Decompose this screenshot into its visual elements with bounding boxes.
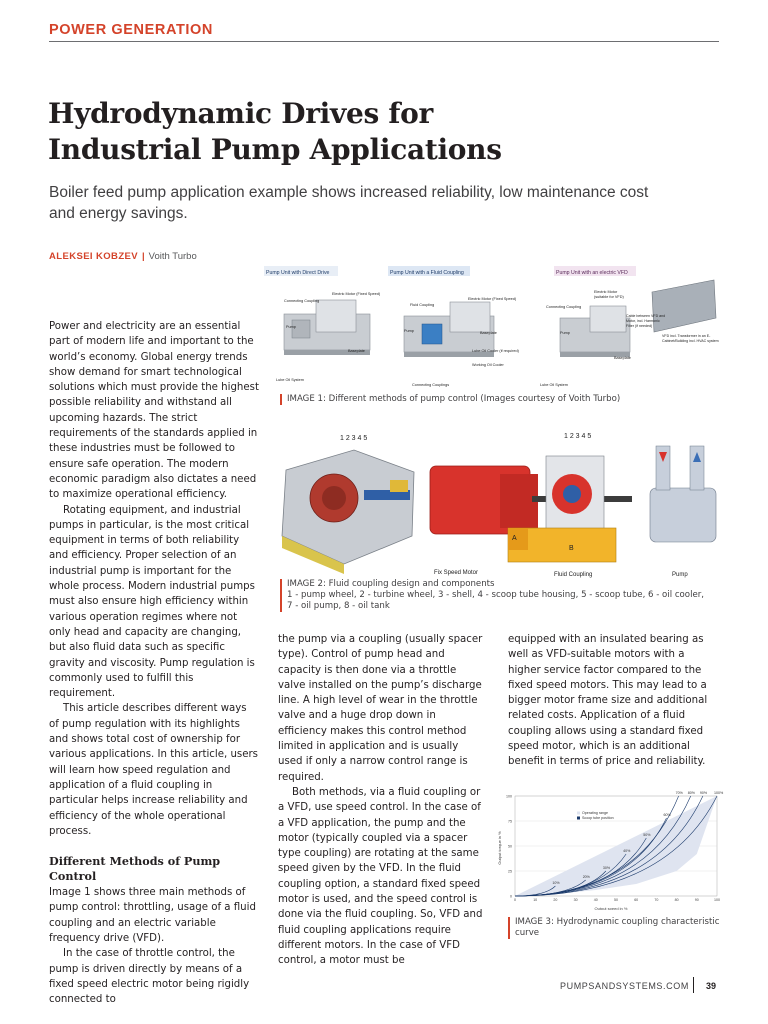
paragraph: Both methods, via a fluid coupling or a VFD, use speed control. In the case of a VFD application, the pump and the motor (typically coupled via a spacer type coupling) are rotating at the same speed given by the VFD. In the fluid coupling option, a standard fixed speed motor is used, and the speed control is done via the fluid coupling. So, VFD and fluid coupling applications require different motors. In the case of VFD control, a motor must be bbox=[278, 786, 483, 967]
curve-label: 50% bbox=[643, 833, 651, 837]
x-tick-label: 20 bbox=[553, 898, 558, 902]
y-axis-label: Output torque in % bbox=[497, 831, 502, 865]
curve-label: 60% bbox=[663, 813, 671, 817]
caption-text: Fluid coupling design and components bbox=[328, 579, 495, 589]
x-axis-label: Output speed in % bbox=[594, 906, 628, 910]
label: Lube Oil System bbox=[276, 378, 304, 382]
label: Motor, incl. Harmonic bbox=[626, 319, 660, 323]
label: Pump bbox=[560, 331, 570, 335]
label-coupling: Fluid Coupling bbox=[554, 572, 593, 578]
motor-3 bbox=[590, 306, 626, 332]
y-tick-label: 50 bbox=[508, 844, 512, 849]
article-subtitle: Boiler feed pump application example shows increased reliability, low maintenance cost and energy savings. bbox=[49, 184, 649, 222]
figure-1-caption bbox=[280, 394, 720, 405]
panel-3-title: Pump Unit with an electric VFD bbox=[556, 270, 628, 276]
label: Baseplate bbox=[614, 356, 631, 360]
page-number: 39 bbox=[706, 981, 717, 991]
curve-label: 100% bbox=[714, 791, 724, 795]
label-pump: Pump bbox=[672, 572, 688, 578]
curve-label: 90% bbox=[699, 791, 708, 795]
footer-divider bbox=[693, 977, 694, 993]
label-a: A bbox=[512, 535, 517, 542]
curve-label: 10% bbox=[552, 881, 560, 885]
x-tick-label: 10 bbox=[533, 898, 538, 902]
coupling-characteristic-chart bbox=[495, 786, 725, 910]
label: Cable between VFD and bbox=[626, 314, 666, 318]
x-tick-label: 100 bbox=[714, 898, 720, 902]
header-rule bbox=[49, 41, 719, 42]
title-line-1: Hydrodynamic Drives for bbox=[48, 97, 433, 130]
caption-label: IMAGE 2: bbox=[287, 579, 326, 589]
paragraph: In the case of throttle control, the pump is driven directly by means of a fixed speed electric motor being rigidly connected to bbox=[49, 948, 250, 1006]
label: Connecting Coupling bbox=[546, 305, 582, 309]
motor-2 bbox=[450, 302, 490, 332]
paragraph: equipped with an insulated bearing as well as VFD-suitable motors with a higher service factor compared to the fixed speed motors. This may lead to a bigger motor frame size and additional related costs. Application of a fluid coupling allows using a standard fixed speed motor, which is an additional benefit in terms of price and reliability. bbox=[508, 634, 708, 768]
caption-text: 1 - pump wheel, 2 - turbine wheel, 3 - shell, 4 - scoop tube housing, 5 - scoop tube, 6 - oil cooler, bbox=[287, 590, 705, 600]
label: Cabinet/Building incl. HVAC system bbox=[662, 339, 719, 343]
author-name: ALEKSEI KOBZEV bbox=[49, 251, 138, 262]
x-tick-label: 70 bbox=[654, 898, 659, 902]
scoop-tube-housing bbox=[390, 480, 408, 492]
figure-fluid-coupling-design bbox=[264, 424, 720, 580]
legend-entry: Operating range bbox=[582, 811, 608, 815]
label-b: B bbox=[569, 545, 574, 552]
curve-label: 70% bbox=[675, 791, 683, 795]
column-2 bbox=[278, 632, 484, 969]
caption-text: Different methods of pump control (Images courtesy of Voith Turbo) bbox=[328, 394, 621, 404]
component-numbers: 1 2 3 4 5 bbox=[564, 433, 592, 440]
label: VFD incl. Transformer in an E- bbox=[662, 334, 711, 338]
label: Pump bbox=[286, 325, 296, 329]
x-tick-label: 80 bbox=[674, 898, 679, 902]
pump-casing bbox=[650, 488, 716, 542]
y-tick-label: 100 bbox=[506, 794, 512, 799]
y-tick-label: 25 bbox=[508, 869, 512, 874]
pump-body-1 bbox=[292, 320, 310, 338]
label: Electric Motor (Fixed Speed) bbox=[468, 297, 517, 301]
figure-2-caption bbox=[280, 579, 720, 612]
label: Filter (if needed) bbox=[626, 324, 653, 328]
title-line-2: Industrial Pump Applications bbox=[48, 133, 502, 166]
label-motor: Fix Speed Motor bbox=[434, 570, 479, 576]
x-tick-label: 90 bbox=[694, 898, 699, 902]
label: Connecting Coupling bbox=[284, 299, 320, 303]
author-organization: Voith Turbo bbox=[148, 251, 197, 262]
byline bbox=[49, 251, 197, 262]
paragraph: Image 1 shows three main methods of pump control: throttling, usage of a fluid coupling and an electric variable frequency drive (VFD). bbox=[49, 887, 256, 944]
article-title bbox=[48, 96, 648, 168]
legend-entry: Scoop tube position bbox=[582, 816, 614, 820]
section-label: POWER GENERATION bbox=[49, 22, 214, 38]
chart-legend bbox=[577, 811, 614, 820]
figure-3-caption bbox=[508, 917, 720, 939]
x-tick-label: 40 bbox=[593, 898, 598, 902]
label: Working Oil Cooler bbox=[472, 363, 504, 367]
figure-pump-control-methods bbox=[264, 262, 720, 392]
caption-label: IMAGE 3: bbox=[515, 917, 554, 927]
paragraph: This article describes different ways of pump regulation with its highlights and shows total cost of ownership for various applications. In this article, users will learn how speed regulation and application of a fluid coupling in particular helps increase reliability and efficiency of the whole operational process. bbox=[49, 703, 258, 837]
turbine-wheel bbox=[322, 486, 346, 510]
panel-2-title: Pump Unit with a Fluid Coupling bbox=[390, 270, 464, 276]
column-3 bbox=[508, 632, 720, 770]
y-tick-label: 0 bbox=[510, 894, 512, 899]
legend-swatch bbox=[577, 817, 580, 820]
label: Connecting Couplings bbox=[412, 383, 450, 387]
label: (suitable for VFD) bbox=[594, 295, 624, 299]
legend-swatch bbox=[577, 812, 580, 815]
label: Lube Oil Cooler (if required) bbox=[472, 349, 519, 353]
coupling-inner bbox=[563, 485, 581, 503]
caption-label: IMAGE 1: bbox=[287, 394, 326, 404]
vfd-cabinet bbox=[652, 280, 716, 332]
curve-label: 40% bbox=[623, 849, 631, 853]
panel-1-title: Pump Unit with Direct Drive bbox=[266, 270, 330, 276]
label: Lube Oil System bbox=[540, 383, 568, 387]
curve-label: 80% bbox=[687, 791, 695, 795]
caption-text: Hydrodynamic coupling characteristic curve bbox=[515, 917, 720, 938]
motor-1 bbox=[316, 300, 356, 332]
x-tick-label: 0 bbox=[514, 898, 516, 902]
x-tick-label: 30 bbox=[573, 898, 578, 902]
section-heading: Different Methods of Pump Control bbox=[49, 854, 221, 884]
label: Electric Motor (Fixed Speed) bbox=[332, 292, 381, 296]
paragraph: the pump via a coupling (usually spacer type). Control of pump head and capacity is then done via a throttle valve installed on the pump’s discharge line. A high level of wear in the throttle valve and a huge drop down in efficiency makes this control method limited in application and is usually used if only a narrow control range is required. bbox=[278, 634, 483, 783]
curve-label: 30% bbox=[602, 866, 611, 870]
x-tick-label: 60 bbox=[634, 898, 639, 902]
component-numbers: 1 2 3 4 5 bbox=[340, 435, 368, 442]
paragraph: Power and electricity are an essential part of modern life and important to the world’s economy. Global energy trends show demand for smart technological solutions which must provide the highest possible reliability and withstand all upcoming hazards. The strict requirements of the standards applied in these industries must be followed to ensure safe operation. The modern economic paradigm also dictates a need to maximize operational efficiency. bbox=[49, 321, 259, 501]
fluid-coupling-body bbox=[422, 324, 442, 344]
x-tick-label: 50 bbox=[614, 898, 618, 902]
byline-separator: | bbox=[142, 251, 145, 262]
caption-text: 7 - oil pump, 8 - oil tank bbox=[287, 601, 390, 611]
y-tick-label: 75 bbox=[508, 819, 512, 824]
paragraph: Rotating equipment, and industrial pumps in particular, is the most critical equipment in terms of both reliability and efficiency. Proper selection of an industrial pump is important for the whole process. Modern industrial pumps must also ensure high efficiency within various operation regimes where not only head and capacity are changing, but also fluid data such as specific gravity and viscosity. Pump regulation is commonly used to fulfill this requirement. bbox=[49, 504, 255, 700]
curve-label: 20% bbox=[582, 875, 590, 879]
oil-pump-a bbox=[508, 528, 528, 550]
label: Baseplate bbox=[348, 349, 365, 353]
label: Electric Motor bbox=[594, 290, 618, 294]
label: Pump bbox=[404, 329, 414, 333]
footer-site: PUMPSANDSYSTEMS.COM bbox=[560, 981, 689, 991]
label: Baseplate bbox=[480, 331, 497, 335]
label: Fluid Coupling bbox=[410, 303, 435, 307]
column-1 bbox=[49, 319, 259, 1007]
